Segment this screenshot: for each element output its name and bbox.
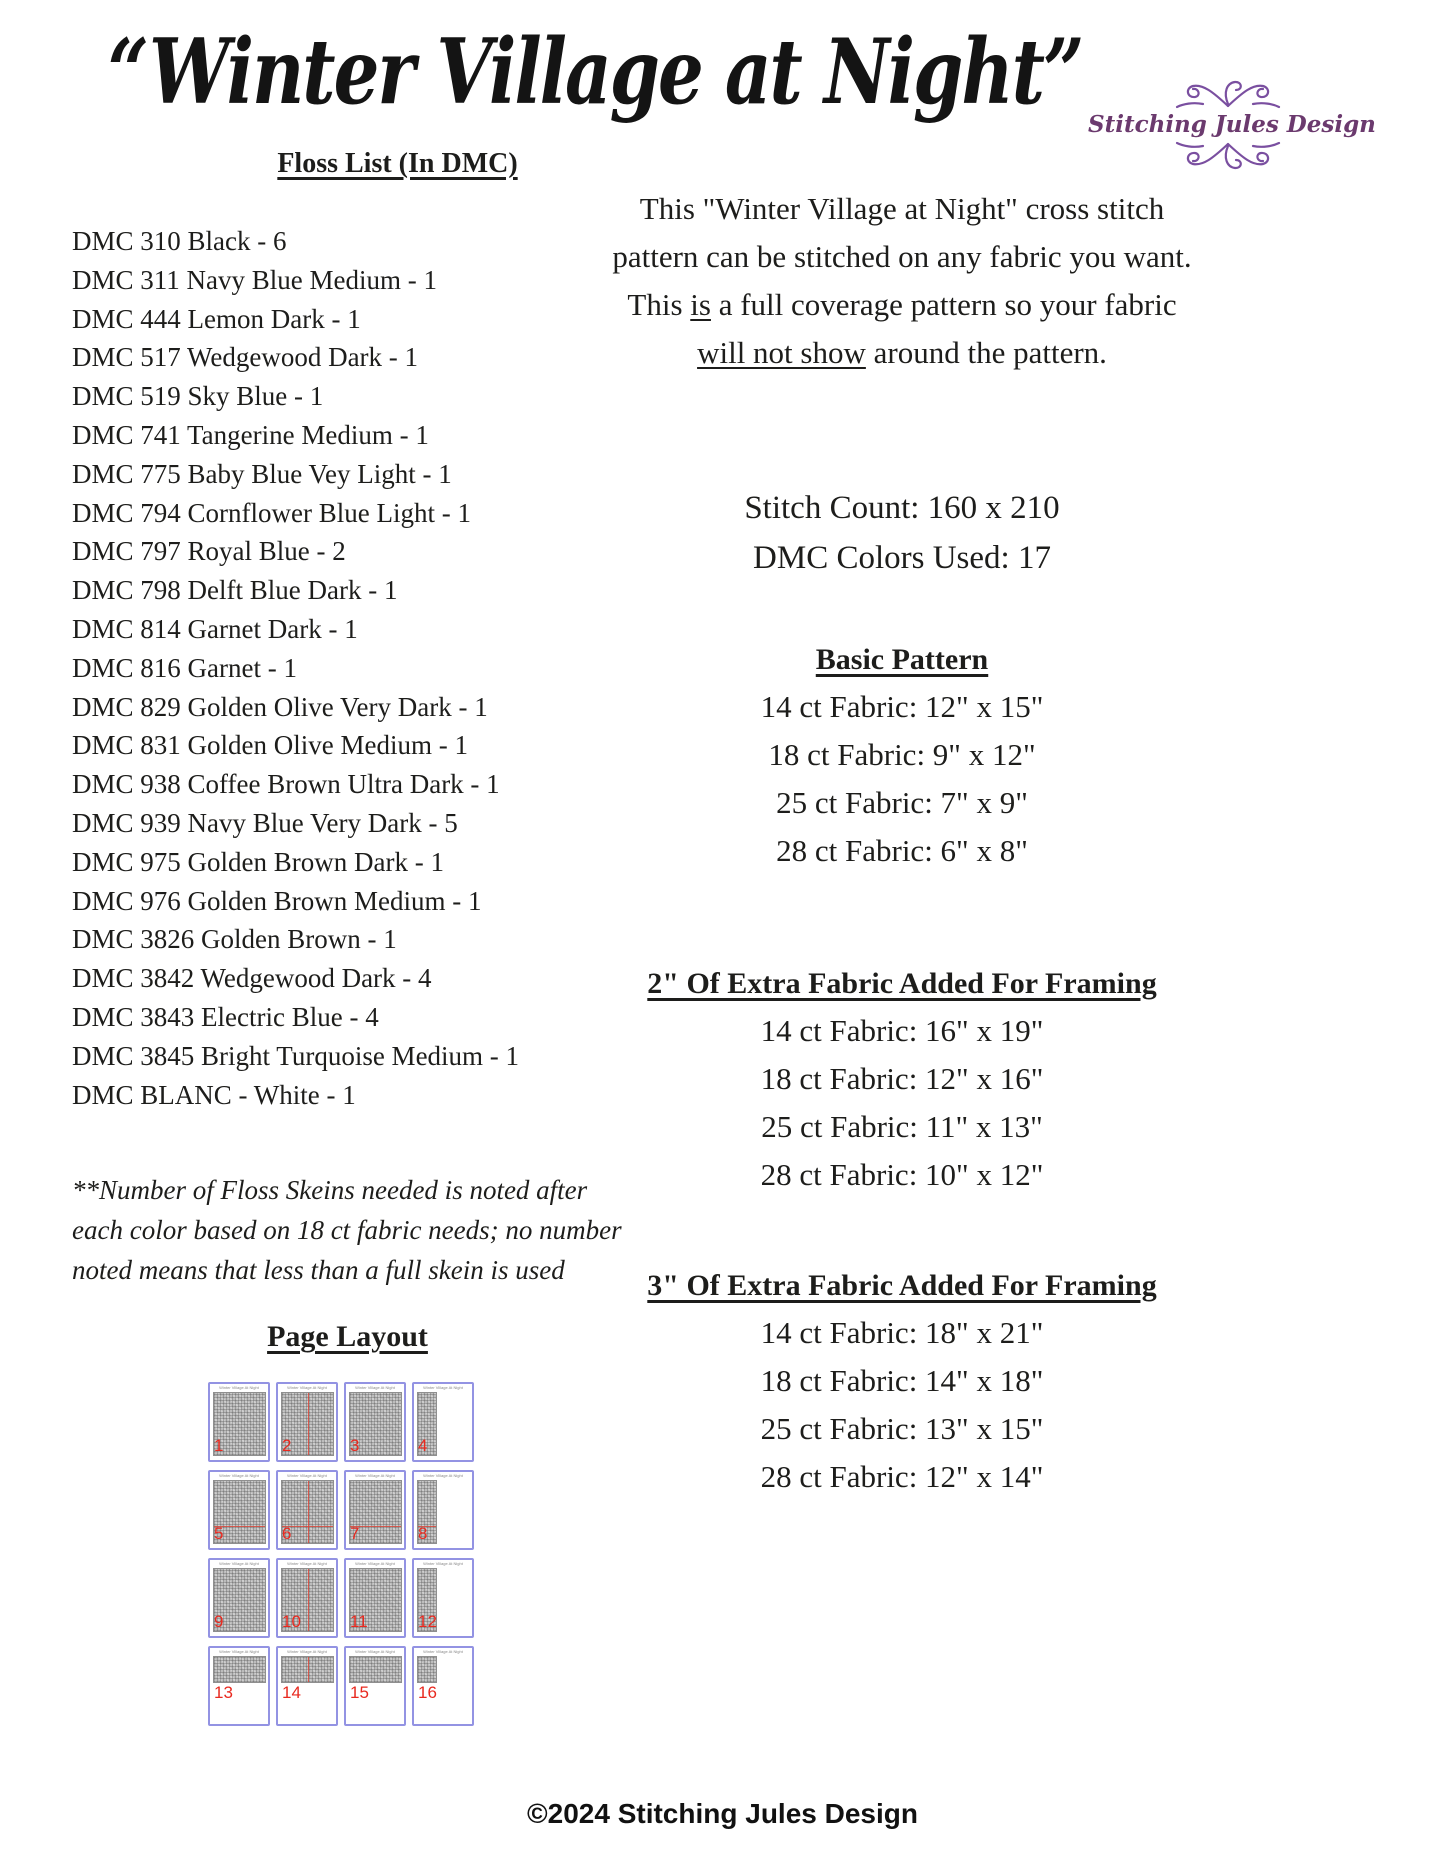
thumbnail-title: Winter Village At Night bbox=[219, 1649, 259, 1655]
pattern-stats bbox=[612, 483, 1192, 583]
center-line-vertical bbox=[308, 1657, 309, 1682]
page-number: 12 bbox=[418, 1612, 437, 1632]
page-thumbnail bbox=[344, 1646, 406, 1726]
page-number: 9 bbox=[214, 1612, 224, 1632]
left-column bbox=[0, 148, 625, 1726]
center-line-vertical bbox=[308, 1569, 309, 1631]
page-thumbnail bbox=[412, 1558, 474, 1638]
floss-list-heading: Floss List (In DMC) bbox=[277, 148, 518, 179]
page-number: 6 bbox=[282, 1524, 292, 1544]
pattern-preview bbox=[417, 1656, 436, 1683]
thumbnail-title: Winter Village At Night bbox=[287, 1649, 327, 1655]
page-thumbnail bbox=[208, 1382, 270, 1462]
fabric-size-row: 18 ct Fabric: 12" x 16" bbox=[760, 1061, 1044, 1096]
floss-item: DMC BLANC - White - 1 bbox=[72, 1079, 356, 1110]
page-title: “Winter Village at Night” bbox=[107, 18, 1083, 125]
page-thumbnail bbox=[208, 1646, 270, 1726]
thumbnail-title: Winter Village At Night bbox=[423, 1385, 463, 1391]
thumbnail-title: Winter Village At Night bbox=[355, 1649, 395, 1655]
floss-item: DMC 829 Golden Olive Very Dark - 1 bbox=[72, 691, 488, 722]
page-number: 5 bbox=[214, 1524, 224, 1544]
page-thumbnail bbox=[208, 1558, 270, 1638]
thumbnail-title: Winter Village At Night bbox=[287, 1473, 327, 1479]
framing-3in-section bbox=[612, 1269, 1192, 1501]
fabric-size-row: 25 ct Fabric: 7" x 9" bbox=[776, 785, 1028, 820]
page-layout-heading: Page Layout bbox=[267, 1320, 428, 1354]
thumbnail-title: Winter Village At Night bbox=[219, 1385, 259, 1391]
framing-2in-heading: 2" Of Extra Fabric Added For Framing bbox=[647, 967, 1157, 1000]
framing-3in-rows bbox=[612, 1309, 1192, 1501]
floss-item: DMC 775 Baby Blue Vey Light - 1 bbox=[72, 458, 452, 489]
page-thumbnail bbox=[276, 1470, 338, 1550]
floss-item: DMC 938 Coffee Brown Ultra Dark - 1 bbox=[72, 769, 500, 800]
page-thumbnail bbox=[208, 1470, 270, 1550]
page-number: 4 bbox=[418, 1436, 428, 1456]
thumbnail-title: Winter Village At Night bbox=[219, 1473, 259, 1479]
page-number: 14 bbox=[282, 1683, 301, 1703]
framing-2in-rows bbox=[612, 1007, 1192, 1199]
right-column bbox=[612, 185, 1192, 1501]
framing-3in-heading: 3" Of Extra Fabric Added For Framing bbox=[647, 1269, 1157, 1302]
page-number: 16 bbox=[418, 1683, 437, 1703]
flourish-bottom-icon bbox=[1143, 138, 1313, 172]
floss-item: DMC 939 Navy Blue Very Dark - 5 bbox=[72, 807, 458, 838]
thumbnail-title: Winter Village At Night bbox=[287, 1561, 327, 1567]
center-line-vertical bbox=[308, 1393, 309, 1455]
thumbnail-title: Winter Village At Night bbox=[355, 1561, 395, 1567]
pattern-preview bbox=[281, 1656, 333, 1683]
fabric-size-row: 18 ct Fabric: 9" x 12" bbox=[768, 737, 1036, 772]
page-thumbnail bbox=[412, 1646, 474, 1726]
floss-item: DMC 311 Navy Blue Medium - 1 bbox=[72, 264, 437, 295]
floss-item: DMC 3845 Bright Turquoise Medium - 1 bbox=[72, 1040, 520, 1071]
floss-item: DMC 976 Golden Brown Medium - 1 bbox=[72, 885, 482, 916]
page-number: 10 bbox=[282, 1612, 301, 1632]
page-number: 3 bbox=[350, 1436, 360, 1456]
page-thumbnail bbox=[276, 1646, 338, 1726]
basic-pattern-section bbox=[612, 643, 1192, 875]
page-thumbnail bbox=[412, 1382, 474, 1462]
floss-item: DMC 797 Royal Blue - 2 bbox=[72, 536, 346, 567]
brand-name: Stitching Jules Design bbox=[1088, 111, 1376, 138]
pattern-preview bbox=[213, 1656, 265, 1683]
framing-2in-section bbox=[612, 967, 1192, 1199]
thumbnail-title: Winter Village At Night bbox=[423, 1561, 463, 1567]
floss-item: DMC 519 Sky Blue - 1 bbox=[72, 381, 324, 412]
flourish-top-icon bbox=[1143, 78, 1313, 112]
page-thumbnail bbox=[344, 1558, 406, 1638]
page-number: 2 bbox=[282, 1436, 292, 1456]
page-number: 15 bbox=[350, 1683, 369, 1703]
center-line-vertical bbox=[308, 1481, 309, 1543]
floss-item: DMC 798 Delft Blue Dark - 1 bbox=[72, 575, 398, 606]
description-underlined-text: is bbox=[690, 287, 711, 322]
fabric-size-row: 28 ct Fabric: 10" x 12" bbox=[760, 1157, 1044, 1192]
floss-item: DMC 3826 Golden Brown - 1 bbox=[72, 924, 397, 955]
floss-item: DMC 310 Black - 6 bbox=[72, 226, 287, 256]
page-thumbnail bbox=[344, 1382, 406, 1462]
stitch-count: Stitch Count: 160 x 210 bbox=[744, 490, 1060, 526]
floss-item: DMC 3843 Electric Blue - 4 bbox=[72, 1001, 379, 1032]
copyright-footer: ©2024 Stitching Jules Design bbox=[527, 1798, 918, 1829]
basic-pattern-rows bbox=[612, 683, 1192, 875]
thumbnail-title: Winter Village At Night bbox=[355, 1473, 395, 1479]
fabric-size-row: 28 ct Fabric: 6" x 8" bbox=[776, 833, 1028, 868]
page-thumbnail bbox=[276, 1382, 338, 1462]
floss-item: DMC 814 Garnet Dark - 1 bbox=[72, 613, 358, 644]
page-number: 1 bbox=[214, 1436, 224, 1456]
page-thumbnail bbox=[276, 1558, 338, 1638]
fabric-size-row: 25 ct Fabric: 13" x 15" bbox=[760, 1411, 1044, 1446]
page-number: 13 bbox=[214, 1683, 233, 1703]
fabric-size-row: 25 ct Fabric: 11" x 13" bbox=[761, 1109, 1043, 1144]
thumbnail-title: Winter Village At Night bbox=[355, 1385, 395, 1391]
description-underlined-text: will not show bbox=[697, 335, 866, 370]
fabric-size-row: 18 ct Fabric: 14" x 18" bbox=[760, 1363, 1044, 1398]
thumbnail-title: Winter Village At Night bbox=[219, 1561, 259, 1567]
page-thumbnail bbox=[412, 1470, 474, 1550]
thumbnail-title: Winter Village At Night bbox=[287, 1385, 327, 1391]
fabric-size-row: 28 ct Fabric: 12" x 14" bbox=[760, 1459, 1044, 1494]
pattern-description bbox=[612, 185, 1192, 377]
thumbnail-title: Winter Village At Night bbox=[423, 1649, 463, 1655]
basic-pattern-heading: Basic Pattern bbox=[815, 643, 989, 676]
description-text: around the pattern. bbox=[865, 335, 1107, 370]
floss-item: DMC 444 Lemon Dark - 1 bbox=[72, 303, 361, 334]
floss-list bbox=[72, 222, 625, 1114]
floss-item: DMC 517 Wedgewood Dark - 1 bbox=[72, 342, 419, 373]
floss-skein-note: **Number of Floss Skeins needed is noted after each color based on 18 ct fabric needs; no number noted means that less than a full skein is used bbox=[72, 1175, 622, 1286]
page-layout-grid bbox=[208, 1382, 625, 1726]
colors-used: DMC Colors Used: 17 bbox=[753, 540, 1051, 576]
description-text: This "Winter Village at Night" cross stitch pattern can be stitched on any fabric you want. This bbox=[612, 191, 1192, 322]
fabric-size-row: 14 ct Fabric: 18" x 21" bbox=[760, 1315, 1044, 1350]
floss-item: DMC 794 Cornflower Blue Light - 1 bbox=[72, 497, 471, 528]
fabric-size-row: 14 ct Fabric: 16" x 19" bbox=[760, 1013, 1044, 1048]
page-number: 7 bbox=[350, 1524, 360, 1544]
floss-item: DMC 816 Garnet - 1 bbox=[72, 652, 297, 683]
description-text: a full coverage pattern so your fabric bbox=[710, 287, 1177, 322]
page-number: 11 bbox=[350, 1612, 368, 1632]
brand-logo bbox=[1088, 78, 1376, 172]
floss-item: DMC 831 Golden Olive Medium - 1 bbox=[72, 730, 468, 761]
floss-item: DMC 975 Golden Brown Dark - 1 bbox=[72, 846, 444, 877]
fabric-size-row: 14 ct Fabric: 12" x 15" bbox=[760, 689, 1044, 724]
floss-item: DMC 3842 Wedgewood Dark - 4 bbox=[72, 963, 432, 994]
page-thumbnail bbox=[344, 1470, 406, 1550]
thumbnail-title: Winter Village At Night bbox=[423, 1473, 463, 1479]
floss-item: DMC 741 Tangerine Medium - 1 bbox=[72, 419, 429, 450]
page-number: 8 bbox=[418, 1524, 428, 1544]
pattern-preview bbox=[349, 1656, 401, 1683]
